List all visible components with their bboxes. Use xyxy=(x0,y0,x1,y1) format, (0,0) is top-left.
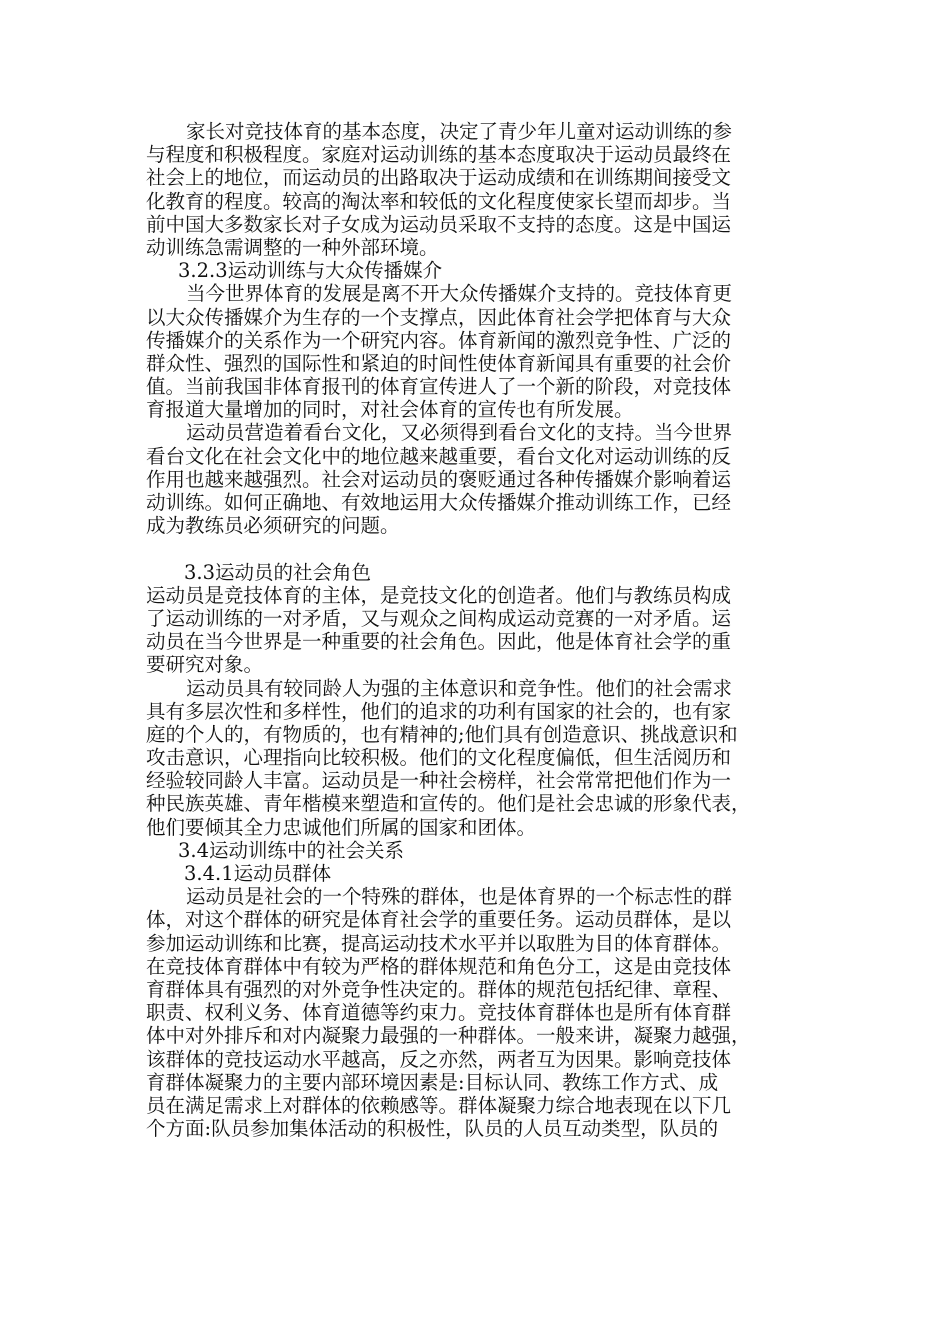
paragraph-line: 动训练。如何正确地、有效地运用大众传播媒介推动训练工作，已经 xyxy=(146,491,732,514)
paragraph-line: 了运动训练的一对矛盾，又与观众之间构成运动竞赛的一对矛盾。运 xyxy=(146,606,732,630)
paragraph-line: 种民族英雄、青年楷模来塑造和宣传的。他们是社会忠诚的形象代表， xyxy=(146,792,751,816)
paragraph-line: 成为教练员必须研究的问题。 xyxy=(146,514,400,538)
subsection-heading: 3.4.1运动员群体 xyxy=(184,862,332,885)
paragraph-line: 化教育的程度。较高的淘汰率和较低的文化程度使家长望而却步。当 xyxy=(146,189,732,213)
paragraph-line: 家长对竞技体育的基本态度，决定了青少年儿童对运动训练的参 xyxy=(186,120,733,143)
section-heading: 3.3运动员的社会角色 xyxy=(184,560,372,584)
paragraph-line: 育群体具有强烈的对外竞争性决定的。群体的规范包括纪律、章程、 xyxy=(146,977,732,1001)
paragraph-line: 攻击意识，心理指向比较积极。他们的文化程度偏低，但生活阅历和 xyxy=(146,746,732,770)
paragraph-line: 个方面:队员参加集体活动的积极性，队员的人员互动类型，队员的 xyxy=(146,1117,719,1141)
paragraph-line: 看台文化在社会文化中的地位越来越重要，看台文化对运动训练的反 xyxy=(146,444,732,468)
paragraph-line: 庭的个人的，有物质的，也有精神的;他们具有创造意识、挑战意识和 xyxy=(146,722,738,746)
paragraph-line: 值。当前我国非体育报刊的体育宣传进人了一个新的阶段，对竞技体 xyxy=(146,375,732,399)
paragraph-line: 运动员是社会的一个特殊的群体，也是体育界的一个标志性的群 xyxy=(186,885,733,909)
paragraph-line: 传播媒介的关系作为一个研究内容。体育新闻的激烈竞争性、广泛的 xyxy=(146,328,732,352)
paragraph-line: 参加运动训练和比赛，提高运动技术水平并以取胜为目的体育群体。 xyxy=(146,931,732,955)
paragraph-line: 育群体凝聚力的主要内部环境因素是:目标认同、教练工作方式、成 xyxy=(146,1070,719,1094)
section-heading: 3.2.3运动训练与大众传播媒介 xyxy=(178,259,443,283)
paragraph-line: 与程度和积极程度。家庭对运动训练的基本态度取决于运动员最终在 xyxy=(146,143,732,167)
paragraph-line: 职责、权利义务、体育道德等约束力。竞技体育群体也是所有体育群 xyxy=(146,1001,732,1025)
paragraph-line: 经验较同龄人丰富。运动员是一种社会榜样，社会常常把他们作为一 xyxy=(146,769,732,793)
paragraph-line: 该群体的竞技运动水平越高，反之亦然，两者互为因果。影响竞技体 xyxy=(146,1047,732,1071)
section-heading: 3.4运动训练中的社会关系 xyxy=(178,838,405,862)
paragraph-line: 动员在当今世界是一种重要的社会角色。因此，他是体育社会学的重 xyxy=(146,630,732,654)
paragraph-line: 在竞技体育群体中有较为严格的群体规范和角色分工，这是由竞技体 xyxy=(146,954,732,978)
paragraph-line: 体，对这个群体的研究是体育社会学的重要任务。运动员群体，是以 xyxy=(146,908,732,932)
paragraph-line: 前中国大多数家长对子女成为运动员采取不支持的态度。这是中国运 xyxy=(146,212,732,236)
paragraph-line: 育报道大量增加的同时，对社会体育的宣传也有所发展。 xyxy=(146,398,634,422)
paragraph-line: 运动员营造着看台文化，又必须得到看台文化的支持。当今世界 xyxy=(186,421,733,445)
blank-line xyxy=(146,537,816,560)
paragraph-line: 运动员是竞技体育的主体，是竞技文化的创造者。他们与教练员构成 xyxy=(146,583,732,607)
paragraph-line: 体中对外排斥和对内凝聚力最强的一种群体。一般来讲，凝聚力越强， xyxy=(146,1024,751,1048)
paragraph-line: 以大众传播媒介为生存的一个支撑点，因此体育社会学把体育与大众 xyxy=(146,305,732,329)
paragraph-line: 社会上的地位，而运动员的出路取决于运动成绩和在训练期间接受文 xyxy=(146,166,732,190)
paragraph-line: 动训练急需调整的一种外部环境。 xyxy=(146,235,439,259)
paragraph-line: 要研究对象。 xyxy=(146,653,264,677)
paragraph-line: 群众性、强烈的国际性和紧迫的时间性使体育新闻具有重要的社会价 xyxy=(146,351,732,375)
paragraph-line: 当今世界体育的发展是离不开大众传播媒介支持的。竞技体育更 xyxy=(186,282,733,306)
paragraph-line: 员在满足需求上对群体的依赖感等。群体凝聚力综合地表现在以下几 xyxy=(146,1093,732,1117)
paragraph-line: 他们要倾其全力忠诚他们所属的国家和团体。 xyxy=(146,815,537,839)
paragraph-line: 运动员具有较同龄人为强的主体意识和竞争性。他们的社会需求 xyxy=(186,676,733,700)
paragraph-line: 具有多层次性和多样性，他们的追求的功利有国家的社会的，也有家 xyxy=(146,699,732,723)
paragraph-line: 作用也越来越强烈。社会对运动员的褒贬通过各种传播媒介影响着运 xyxy=(146,467,732,491)
document-page xyxy=(146,120,816,1140)
